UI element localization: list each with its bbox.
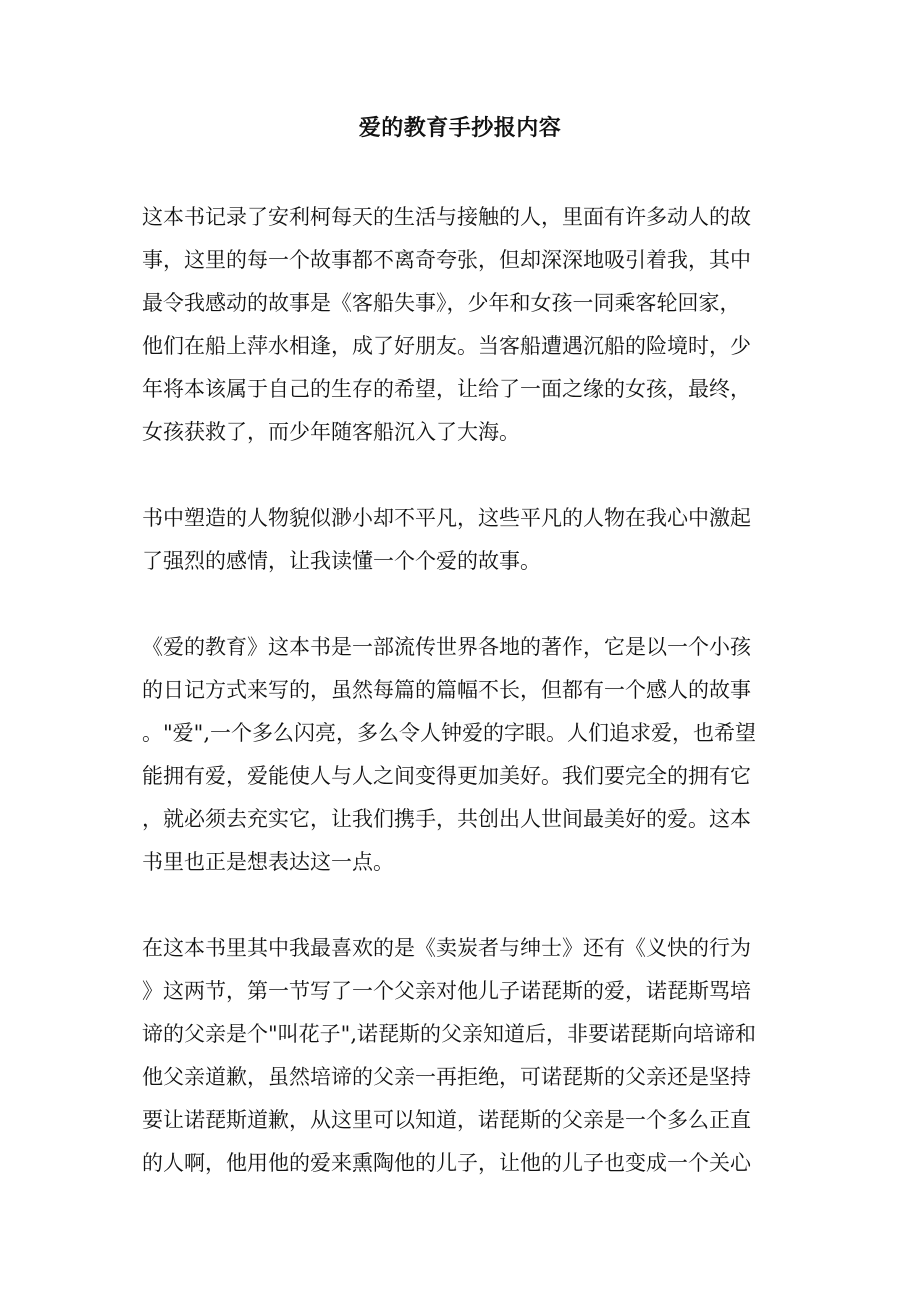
document-title: 爱的教育手抄报内容 — [358, 115, 562, 141]
text-line: 的人啊，他用他的爱来熏陶他的儿子，让他的儿子也变成一个关心 — [142, 1151, 751, 1175]
text-line: 的日记方式来写的，虽然每篇的篇幅不长，但都有一个感人的故事 — [142, 678, 751, 702]
text-line: 女孩获救了，而少年随客船沉入了大海。 — [142, 420, 520, 444]
text-line: 这本书记录了安利柯每天的生活与接触的人，里面有许多动人的故 — [142, 205, 751, 229]
text-line: 要让诺琵斯道歉，从这里可以知道，诺琵斯的父亲是一个多么正直 — [142, 1108, 751, 1132]
text-line: ，就必须去充实它，让我们携手，共创出人世间最美好的爱。这本 — [142, 807, 751, 831]
document-body — [142, 196, 842, 1228]
paragraph — [142, 626, 842, 884]
text-line: 谛的父亲是个"叫花子",诺琵斯的父亲知道后，非要诺琵斯向培谛和 — [142, 1022, 756, 1046]
text-line: 能拥有爱，爱能使人与人之间变得更加美好。我们要完全的拥有它 — [142, 764, 751, 788]
text-line: 《爱的教育》这本书是一部流传世界各地的著作，它是以一个小孩 — [142, 635, 751, 659]
text-line: 。"爱",一个多么闪亮，多么令人钟爱的字眼。人们追求爱，也希望 — [142, 721, 756, 745]
paragraph — [142, 196, 842, 454]
text-line: 》这两节，第一节写了一个父亲对他儿子诺琵斯的爱，诺琵斯骂培 — [142, 979, 751, 1003]
text-line: 书中塑造的人物貌似渺小却不平凡，这些平凡的人物在我心中激起 — [142, 506, 751, 530]
text-line: 事，这里的每一个故事都不离奇夸张，但却深深地吸引着我，其中 — [142, 248, 751, 272]
text-line: 他们在船上萍水相逢，成了好朋友。当客船遭遇沉船的险境时，少 — [142, 334, 751, 358]
text-line: 年将本该属于自己的生存的希望，让给了一面之缘的女孩，最终， — [142, 377, 751, 401]
text-line: 最令我感动的故事是《客船失事》，少年和女孩一同乘客轮回家， — [142, 291, 741, 315]
text-line: 书里也正是想表达这一点。 — [142, 850, 394, 874]
text-line: 在这本书里其中我最喜欢的是《卖炭者与绅士》还有《义快的行为 — [142, 936, 751, 960]
paragraph — [142, 927, 842, 1185]
text-line: 他父亲道歉，虽然培谛的父亲一再拒绝，可诺琵斯的父亲还是坚持 — [142, 1065, 751, 1089]
text-line: 了强烈的感情，让我读懂一个个爱的故事。 — [142, 549, 541, 573]
paragraph — [142, 497, 842, 583]
